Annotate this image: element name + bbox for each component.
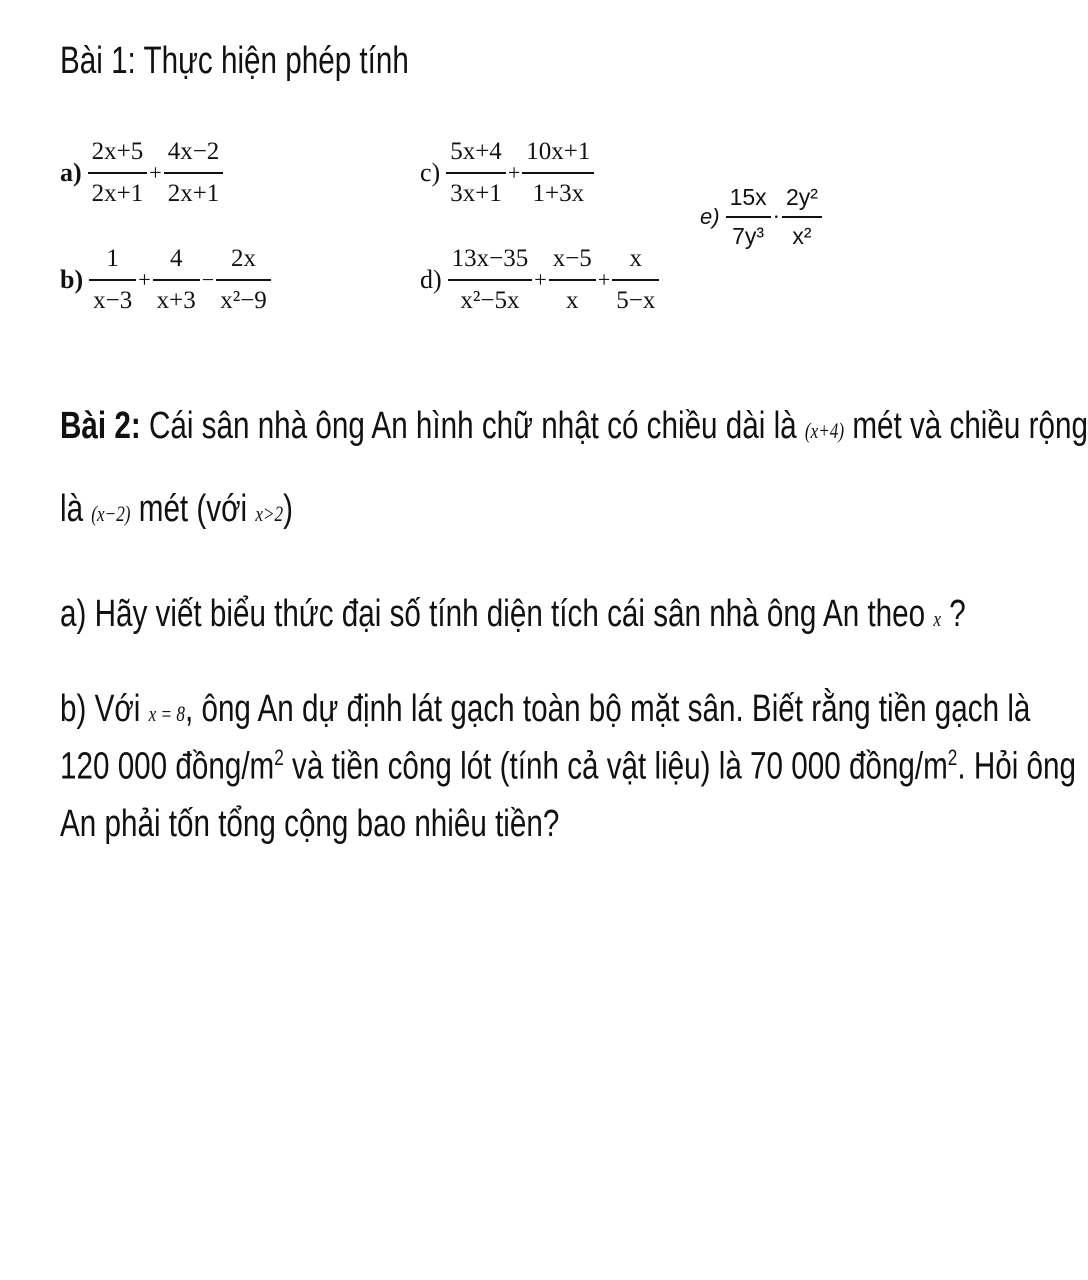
length-expression: (x+4) — [804, 418, 845, 443]
fraction-d3 — [612, 245, 659, 314]
numerator: 1 — [106, 245, 119, 272]
fraction-a1 — [88, 138, 148, 207]
operator: + — [138, 266, 151, 292]
labor-price-text: và tiền công lót (tính cả vật liệu) là 70 000 đồng/m — [283, 745, 948, 788]
superscript: 2 — [947, 745, 958, 770]
fraction-bar — [448, 279, 533, 281]
fraction-bar — [522, 172, 594, 174]
condition-expression: x>2 — [255, 501, 284, 526]
fraction-bar — [726, 216, 771, 218]
denominator: x²−9 — [220, 286, 267, 314]
bai2-line1-tail: mét và chiều rộng — [852, 405, 1088, 447]
operator: · — [772, 204, 780, 230]
fraction-bar — [216, 279, 271, 281]
bai2-line2-text: là — [60, 488, 84, 530]
fraction-d1 — [448, 245, 533, 314]
fraction-c1 — [446, 138, 506, 207]
variable-x: x — [933, 606, 941, 631]
expression-d — [420, 245, 659, 314]
numerator: 2x — [230, 245, 256, 272]
fraction-bar — [153, 279, 200, 281]
numerator: 10x+1 — [526, 138, 591, 165]
label-e: e) — [700, 204, 720, 230]
superscript: 2 — [274, 745, 284, 770]
denominator: x+3 — [156, 286, 196, 314]
bai2-line2 — [60, 488, 293, 531]
numerator: 2y² — [785, 184, 818, 210]
question-b-line3 — [60, 803, 559, 846]
numerator: x — [629, 245, 643, 272]
fraction-bar — [446, 172, 506, 174]
expression-b — [60, 245, 271, 314]
numerator: 13x−35 — [451, 245, 529, 272]
fraction-bar — [612, 279, 659, 281]
fraction-c2 — [522, 138, 594, 207]
fraction-bar — [549, 279, 596, 281]
question-a-tail: ? — [949, 593, 966, 635]
expression-e — [700, 185, 822, 250]
bai2-line2-mid: mét (với — [138, 488, 248, 530]
question-b-line1-tail: , ông An dự định lát gạch toàn bộ mặt sân. Biết rằng tiền gạch là — [184, 688, 1031, 730]
question-a — [60, 593, 966, 636]
question-b-line3-text: An phải tốn tổng cộng bao nhiêu tiền? — [60, 803, 560, 845]
numerator: x−5 — [552, 245, 592, 272]
expression-a — [60, 138, 223, 207]
operator: − — [201, 266, 215, 292]
numerator: 15x — [729, 184, 767, 210]
label-d: d) — [420, 264, 442, 294]
fraction-b2 — [153, 245, 200, 314]
question-b-line2 — [60, 745, 1076, 789]
fraction-bar — [164, 172, 224, 174]
denominator: 3x+1 — [450, 179, 502, 207]
fraction-e1 — [726, 185, 771, 250]
bai1-title: Bài 1: Thực hiện phép tính — [60, 40, 409, 82]
expression-c — [420, 138, 594, 207]
denominator: x−3 — [93, 286, 133, 314]
denominator: 7y³ — [732, 223, 765, 250]
label-b: b) — [60, 264, 84, 294]
denominator: x — [566, 286, 579, 314]
numerator: 4 — [169, 245, 183, 272]
fraction-bar — [89, 279, 136, 281]
denominator: 2x+1 — [91, 179, 144, 207]
fraction-b3 — [216, 245, 271, 314]
denominator: x² — [792, 223, 812, 250]
bai2-line2-tail: ) — [283, 488, 294, 530]
numerator: 4x−2 — [167, 138, 220, 165]
width-expression: (x−2) — [91, 501, 131, 526]
numerator: 5x+4 — [450, 138, 502, 165]
numerator: 2x+5 — [91, 138, 144, 165]
label-a: a) — [60, 157, 82, 187]
brick-price: 120 000 đồng/m — [60, 745, 275, 788]
question-b-line1 — [60, 688, 1030, 731]
bai2-line1 — [60, 405, 1088, 448]
bai2-title: Bài 2: — [60, 405, 141, 447]
fraction-b1 — [89, 245, 136, 314]
denominator: 2x+1 — [167, 179, 220, 207]
question-b-line2-tail: . Hỏi ông — [957, 745, 1076, 788]
denominator: x²−5x — [460, 286, 520, 314]
operator: + — [597, 266, 611, 292]
question-b-pre: b) Với — [60, 688, 141, 730]
question-a-text: a) Hãy viết biểu thức đại số tính diện tích cái sân nhà ông An theo — [60, 593, 926, 635]
label-c: c) — [420, 157, 441, 187]
fraction-a2 — [164, 138, 224, 207]
operator: + — [534, 266, 547, 292]
denominator: 5−x — [616, 286, 656, 314]
bai2-line1-text: Cái sân nhà ông An hình chữ nhật có chiều dài là — [148, 405, 797, 447]
fraction-d2 — [549, 245, 596, 314]
operator: + — [149, 159, 162, 185]
fraction-e2 — [782, 185, 822, 250]
denominator: 1+3x — [532, 179, 585, 207]
fraction-bar — [782, 216, 822, 218]
operator: + — [507, 159, 521, 185]
fraction-bar — [88, 172, 148, 174]
x-value: x = 8 — [148, 701, 185, 726]
